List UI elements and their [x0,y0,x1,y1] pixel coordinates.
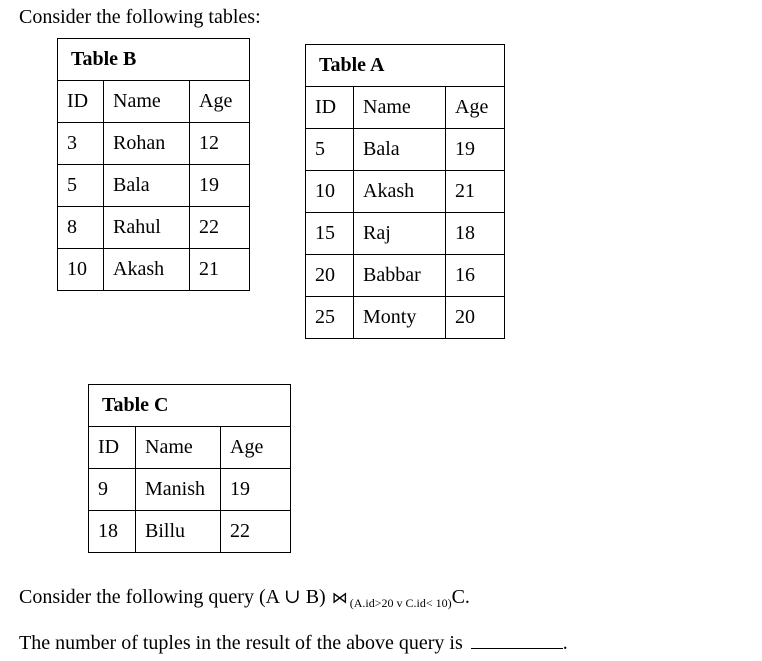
table-cell: 15 [306,213,354,255]
table-cell: 10 [58,249,104,291]
table-cell: Rahul [104,207,190,249]
table-row [306,213,505,255]
table-cell: 9 [89,469,136,511]
column-header: Name [354,87,446,129]
table-cell: 12 [190,123,250,165]
table-row [306,129,505,171]
table-row [306,255,505,297]
table-cell: Billu [136,511,221,553]
table-cell: 21 [190,249,250,291]
table-a-header-row [306,87,505,129]
table-cell: 22 [221,511,291,553]
table-a-title: Table A [306,45,505,87]
question-text [19,630,568,655]
table-cell: 3 [58,123,104,165]
table-cell: 22 [190,207,250,249]
query-text [19,584,470,609]
question-body: The number of tuples in the result of the above query is [19,632,463,654]
table-cell: 21 [446,171,505,213]
table-cell: 20 [446,297,505,339]
table-c-header-row [89,427,291,469]
table-cell: 20 [306,255,354,297]
table-cell: 19 [190,165,250,207]
table-c-title: Table C [89,385,291,427]
table-row [58,207,250,249]
table-cell: 25 [306,297,354,339]
intro-text: Consider the following tables: [19,6,261,28]
table-b [57,38,250,291]
table-cell: Babbar [354,255,446,297]
table-cell: Akash [104,249,190,291]
table-cell: 16 [446,255,505,297]
table-cell: 18 [89,511,136,553]
table-b-title: Table B [58,39,250,81]
column-header: Age [221,427,291,469]
column-header: ID [306,87,354,129]
query-suffix: C. [451,586,470,608]
column-header: Age [190,81,250,123]
table-cell: 5 [306,129,354,171]
table-cell: Monty [354,297,446,339]
table-cell: 19 [446,129,505,171]
table-row [58,123,250,165]
table-row [58,249,250,291]
join-condition: (A.id>20 v C.id< 10) [349,596,452,610]
query-prefix: Consider the following query (A ∪ B) [19,586,326,608]
column-header: Name [136,427,221,469]
table-a [305,44,505,339]
table-cell: 18 [446,213,505,255]
column-header: Age [446,87,505,129]
table-cell: Rohan [104,123,190,165]
column-header: ID [89,427,136,469]
table-row [89,511,291,553]
table-cell: Raj [354,213,446,255]
table-c [88,384,291,553]
table-b-header-row [58,81,250,123]
table-row [306,297,505,339]
table-cell: Akash [354,171,446,213]
table-cell: Bala [104,165,190,207]
table-cell: 19 [221,469,291,511]
column-header: ID [58,81,104,123]
table-cell: Bala [354,129,446,171]
column-header: Name [104,81,190,123]
table-row [89,469,291,511]
answer-blank [471,630,563,649]
table-cell: 10 [306,171,354,213]
join-symbol: ⋈ [331,590,348,607]
table-row [58,165,250,207]
table-cell: 5 [58,165,104,207]
table-cell: 8 [58,207,104,249]
question-end: . [562,632,568,654]
table-row [306,171,505,213]
table-cell: Manish [136,469,221,511]
